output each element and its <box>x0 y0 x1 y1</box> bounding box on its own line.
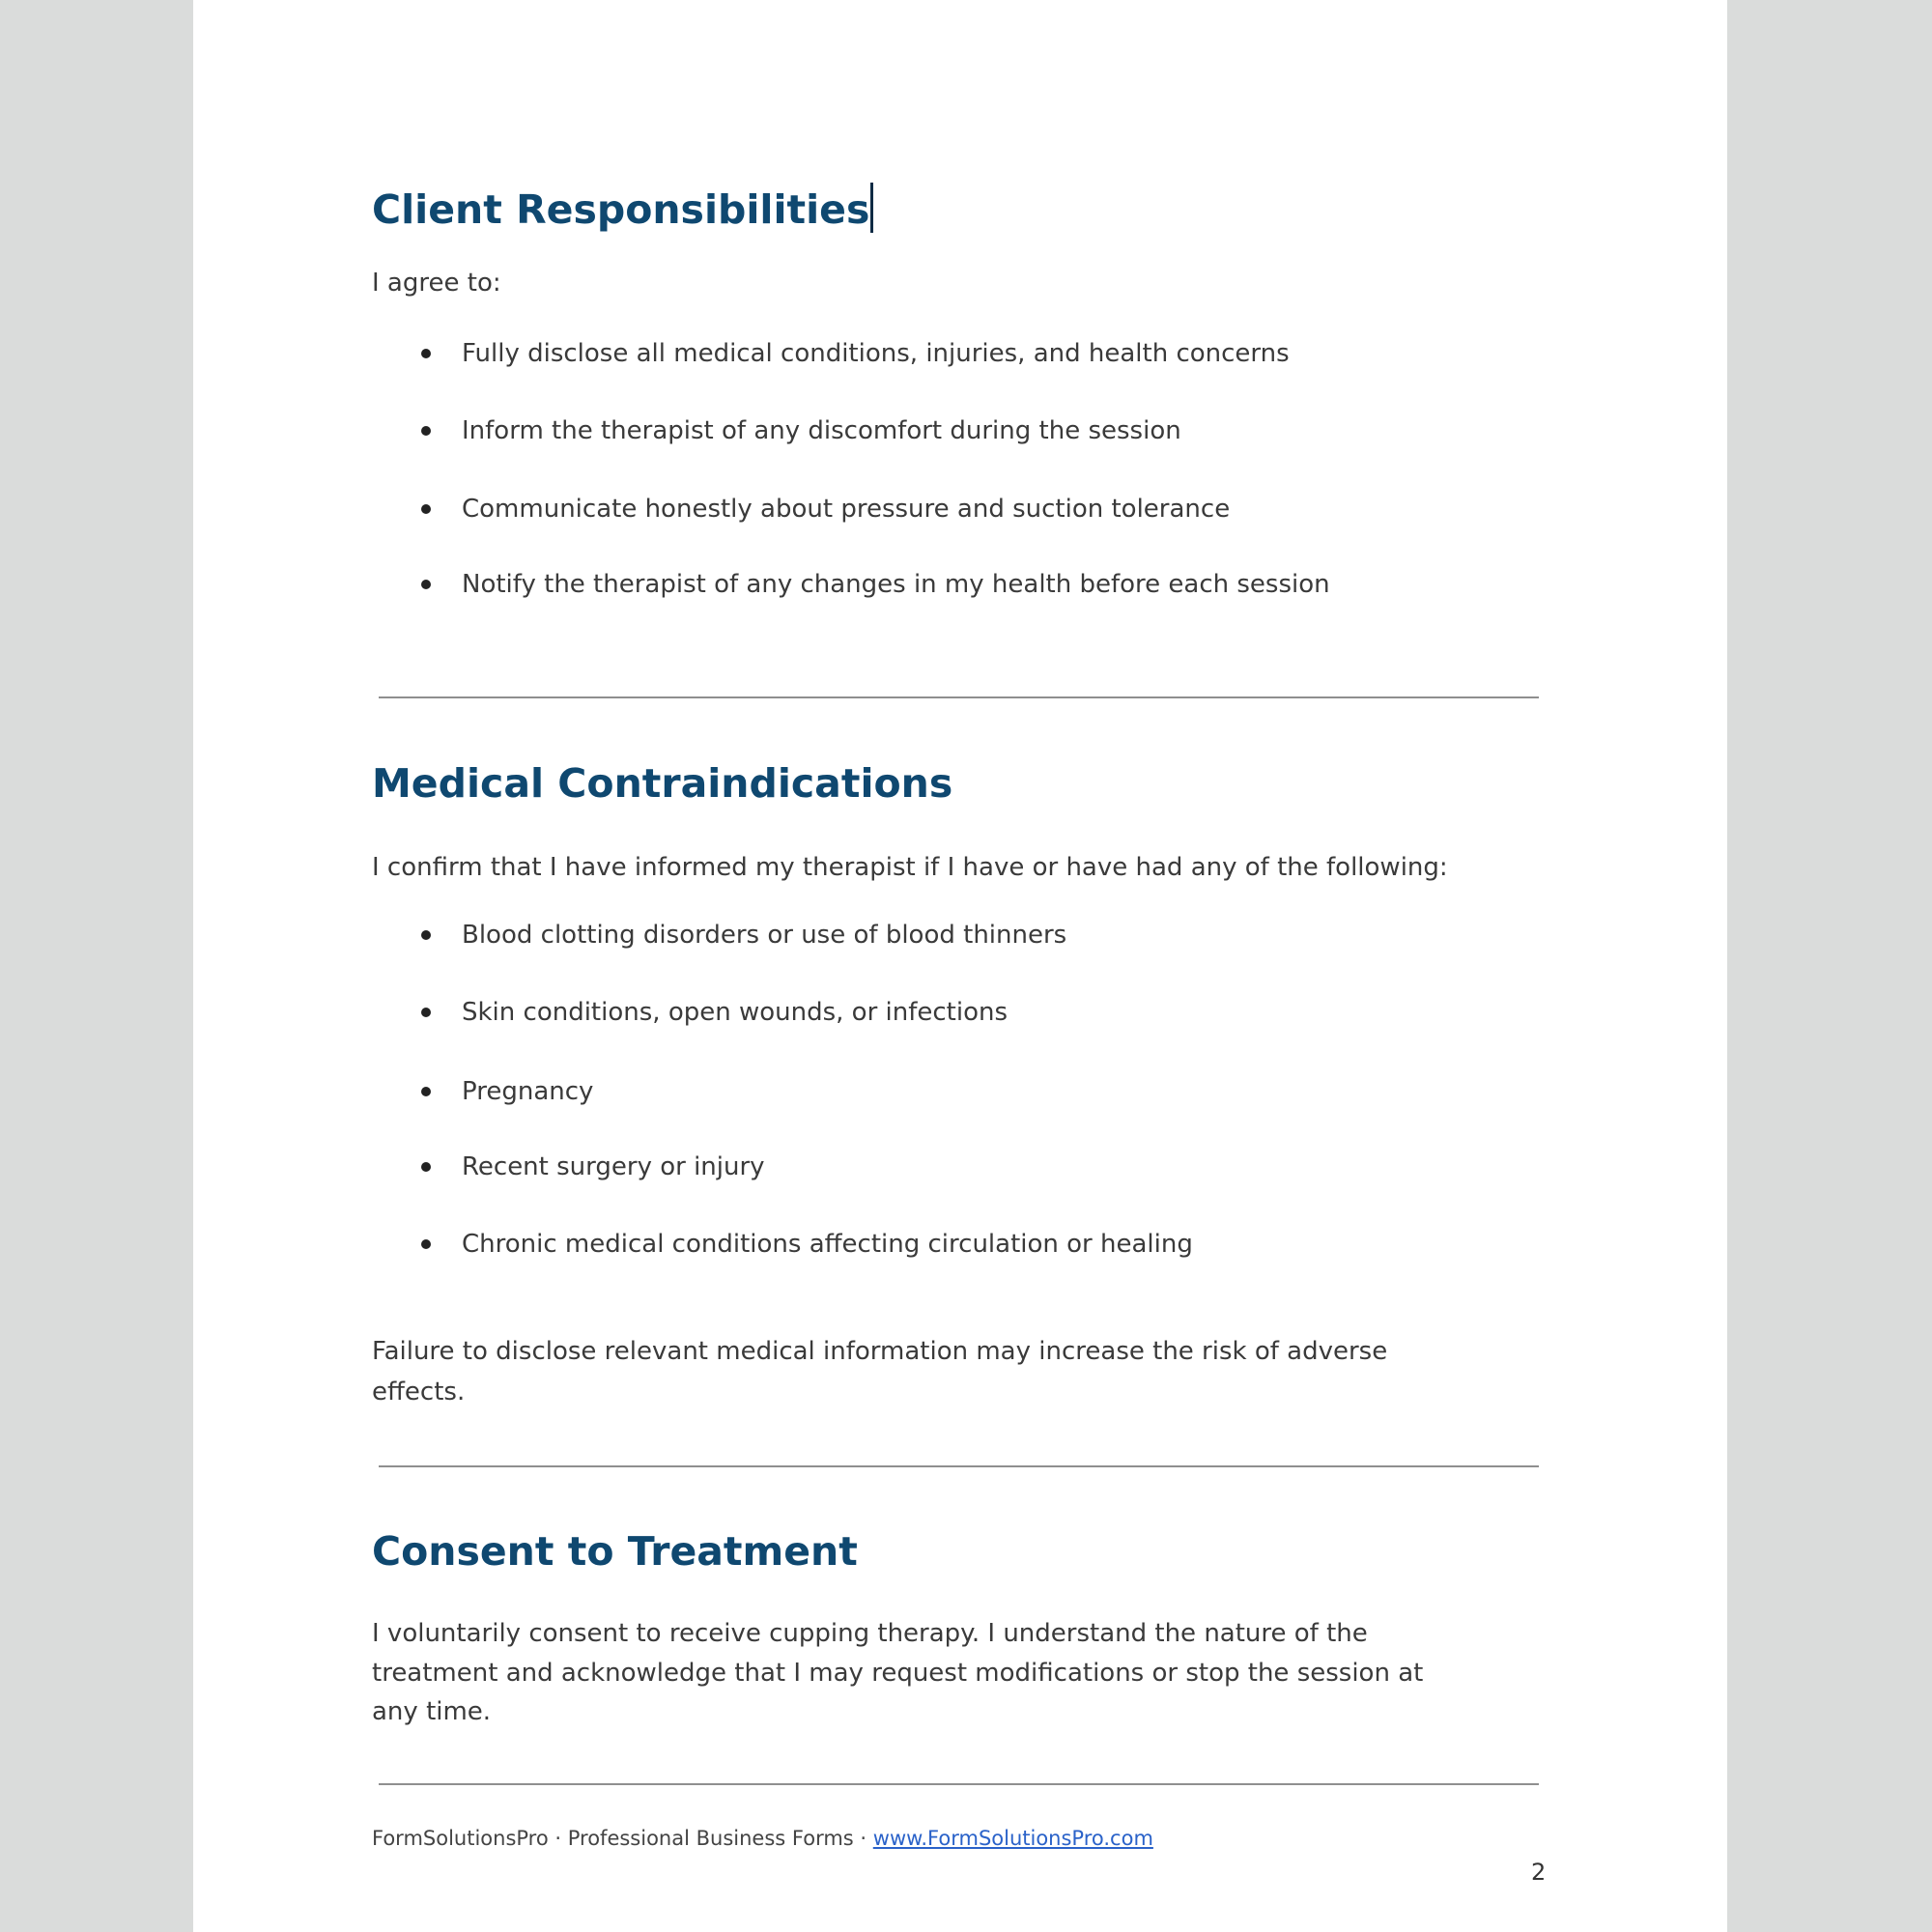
disclosure-note-line: Failure to disclose relevant medical information may increase the risk of adverse <box>372 1337 1388 1366</box>
bullet-icon <box>421 426 431 436</box>
heading-text: Client Responsibilities <box>372 186 870 233</box>
bullet-icon <box>421 349 431 358</box>
bullet-icon <box>421 580 431 589</box>
list-item: Pregnancy <box>462 1077 594 1106</box>
list-item: Chronic medical conditions affecting circulation or healing <box>462 1230 1193 1259</box>
page-footer <box>372 1827 1153 1850</box>
list-item: Skin conditions, open wounds, or infections <box>462 998 1009 1027</box>
document-page <box>193 0 1727 1932</box>
bullet-icon <box>421 504 431 514</box>
section-heading-medical-contraindications: Medical Contraindications <box>372 760 953 807</box>
bullet-icon <box>421 1008 431 1017</box>
consent-body-line: any time. <box>372 1697 492 1726</box>
text-cursor <box>870 183 873 233</box>
footer-text: FormSolutionsPro · Professional Business Forms · <box>372 1827 873 1850</box>
bullet-icon <box>421 1162 431 1172</box>
section-heading-client-responsibilities[interactable] <box>372 183 873 233</box>
disclosure-note-line: effects. <box>372 1378 466 1406</box>
section-divider <box>379 696 1539 698</box>
section-intro: I agree to: <box>372 269 501 298</box>
list-item: Inform the therapist of any discomfort during the session <box>462 416 1181 445</box>
footer-divider <box>379 1783 1539 1785</box>
consent-body-line: treatment and acknowledge that I may request modifications or stop the session at <box>372 1659 1424 1688</box>
section-heading-consent-to-treatment: Consent to Treatment <box>372 1528 858 1575</box>
section-divider <box>379 1465 1539 1467</box>
list-item: Blood clotting disorders or use of blood thinners <box>462 921 1067 950</box>
footer-website-link[interactable]: www.FormSolutionsPro.com <box>872 1827 1153 1850</box>
section-intro: I confirm that I have informed my therapist if I have or have had any of the following: <box>372 853 1448 882</box>
list-item: Fully disclose all medical conditions, injuries, and health concerns <box>462 339 1290 368</box>
list-item: Communicate honestly about pressure and suction tolerance <box>462 495 1231 524</box>
bullet-icon <box>421 930 431 940</box>
list-item: Notify the therapist of any changes in my health before each session <box>462 570 1330 599</box>
page-number: 2 <box>1531 1859 1547 1886</box>
bullet-icon <box>421 1239 431 1249</box>
bullet-icon <box>421 1087 431 1096</box>
list-item: Recent surgery or injury <box>462 1152 765 1181</box>
consent-body-line: I voluntarily consent to receive cupping therapy. I understand the nature of the <box>372 1619 1368 1648</box>
